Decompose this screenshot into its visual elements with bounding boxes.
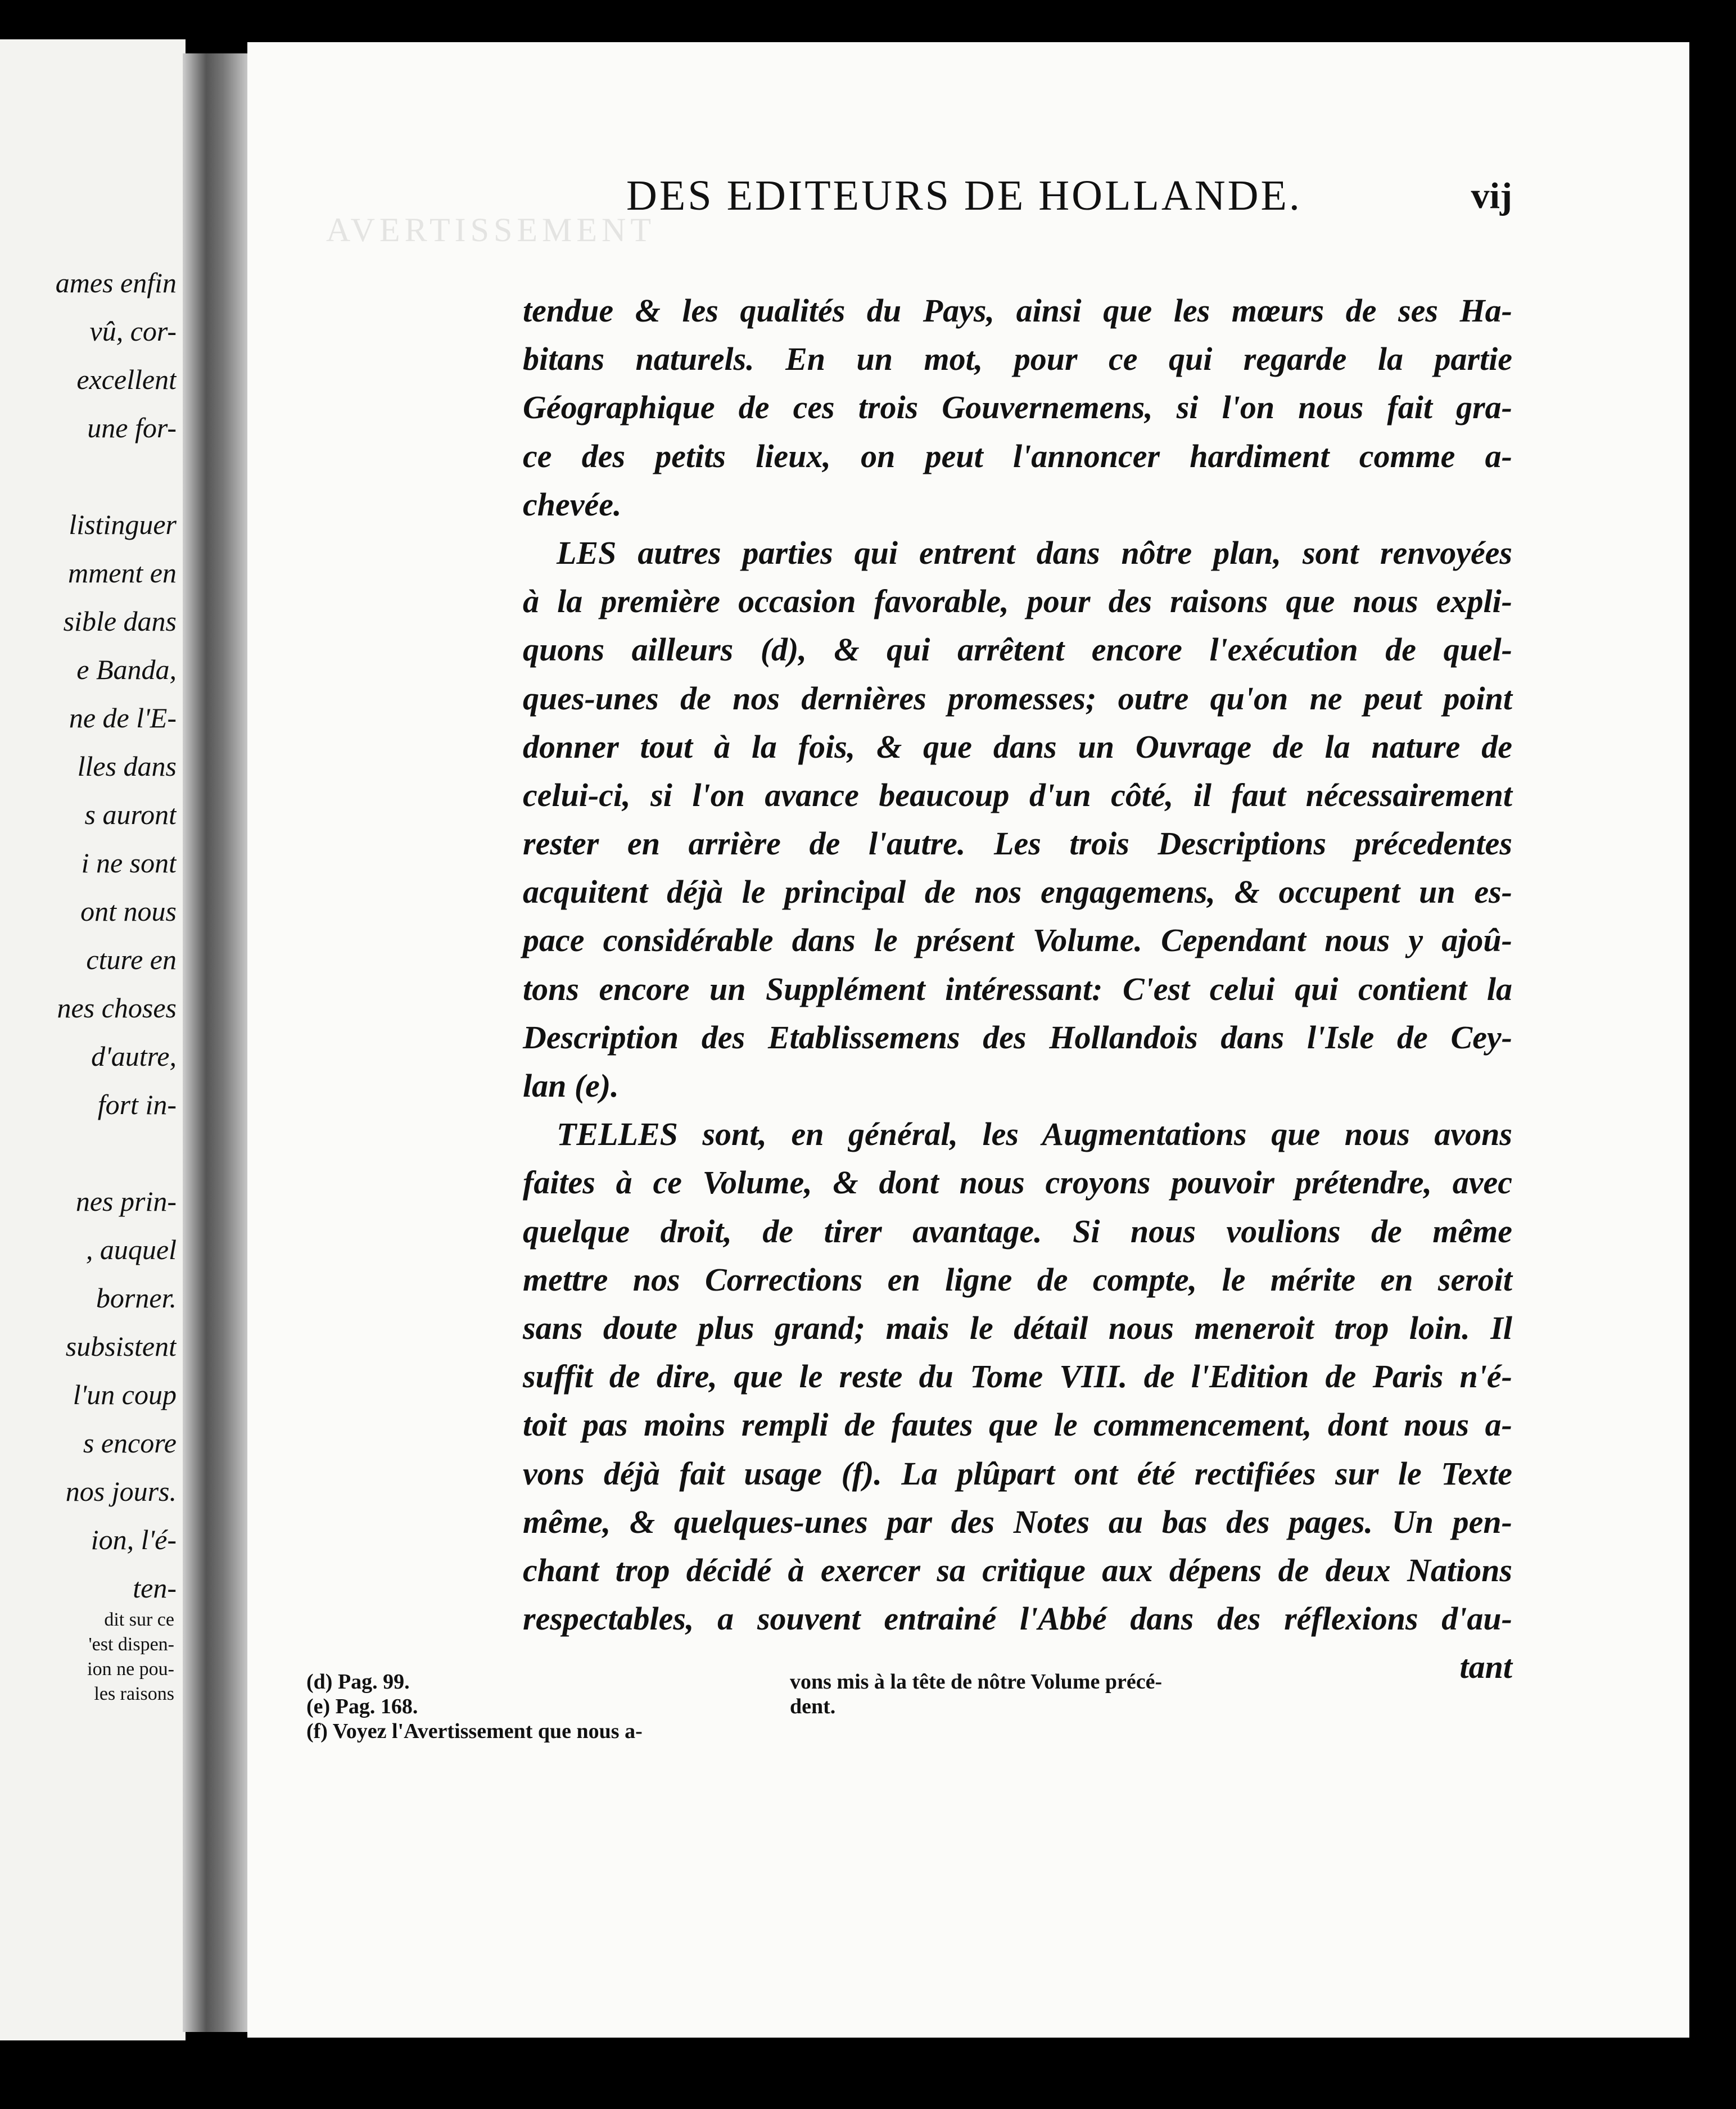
text-line: mettre nos Corrections en ligne de compte, le mérite en seroit (523, 1261, 1512, 1298)
text-line: Description des Etablissemens des Hollandois dans l'Isle de Cey- (523, 1019, 1512, 1056)
facing-line: borner. (96, 1282, 177, 1314)
text-line: LES autres parties qui entrent dans nôtre plan, sont renvoyées (557, 534, 1512, 571)
facing-line: ion, l'é- (91, 1524, 177, 1555)
facing-line: ten- (133, 1572, 177, 1604)
text-line: lan (e). (523, 1067, 619, 1104)
text-line: chevée. (523, 486, 622, 523)
facing-line: ames enfin (55, 267, 177, 298)
text-line: donner tout à la fois, & que dans un Ouvrage de la nature de (523, 728, 1512, 765)
text-line: pace considérable dans le présent Volume. Cependant nous y ajoû- (523, 922, 1512, 959)
facing-note: ion ne pou- (87, 1659, 174, 1680)
facing-line: , auquel (85, 1234, 177, 1265)
text-line: celui-ci, si l'on avance beaucoup d'un côté, il faut nécessairement (523, 776, 1512, 813)
facing-page-notes (87, 1608, 174, 1707)
catchword: tant (1459, 1649, 1512, 1686)
facing-line: fort in- (97, 1089, 177, 1120)
text-line: tendue & les qualités du Pays, ainsi que les mœurs de ses Ha- (523, 292, 1512, 329)
text-line: rester en arrière de l'autre. Les trois Descriptions précedentes (523, 825, 1512, 862)
facing-line: subsistent (65, 1330, 177, 1362)
text-line: ce des petits lieux, on peut l'annoncer hardiment comme a- (523, 437, 1512, 474)
facing-page (0, 39, 186, 2040)
text-line: faites à ce Volume, & dont nous croyons pouvoir prétendre, avec (523, 1164, 1512, 1201)
text-line: quelque droit, de tirer avantage. Si nous voulions de même (523, 1212, 1512, 1250)
text-line: TELLES sont, en général, les Augmentations que nous avons (557, 1116, 1512, 1153)
facing-line: lles dans (77, 750, 177, 782)
facing-line: l'un coup (73, 1379, 177, 1410)
facing-line: une for- (87, 412, 177, 443)
text-line: acquitent déjà le principal de nos engagemens, & occupent un es- (523, 874, 1512, 911)
text-line: bitans naturels. En un mot, pour ce qui regarde la partie (523, 341, 1512, 378)
facing-line: i ne sont (81, 847, 177, 879)
text-line: ques-unes de nos dernières promesses; outre qu'on ne peut point (523, 680, 1512, 717)
facing-line (0, 452, 177, 500)
facing-line: ne de l'E- (69, 702, 177, 734)
facing-line: nos jours. (65, 1476, 177, 1507)
text-line: Géographique de ces trois Gouvernemens, si l'on nous fait gra- (523, 389, 1512, 426)
text-line: vons déjà fait usage (f). La plûpart ont été rectifiées sur le Texte (523, 1455, 1512, 1492)
page-number: vij (1471, 175, 1512, 216)
text-line: chant trop décidé à exercer sa critique aux dépens de deux Nations (523, 1551, 1512, 1588)
facing-line: listinguer (69, 509, 177, 540)
footnote: dent. (790, 1695, 836, 1718)
facing-note: 'est dispen- (88, 1634, 174, 1655)
text-line: sans doute plus grand; mais le détail nous meneroit trop loin. Il (523, 1309, 1512, 1346)
facing-line: s auront (84, 799, 177, 830)
facing-page-text (0, 259, 177, 1612)
facing-line (0, 1129, 177, 1177)
footnote: (d) Pag. 99. (306, 1670, 410, 1694)
footnotes-left (306, 1669, 756, 1744)
footnote: (f) Voyez l'Avertissement que nous a- (306, 1719, 643, 1743)
text-line: toit pas moins rempli de fautes que le commencement, dont nous a- (523, 1406, 1512, 1443)
facing-line: mment en (68, 557, 177, 589)
text-line: même, & quelques-unes par des Notes au bas des pages. Un pen- (523, 1503, 1512, 1540)
text-line: suffit de dire, que le reste du Tome VIII. de l'Edition de Paris n'é- (523, 1358, 1512, 1395)
facing-note: dit sur ce (104, 1609, 174, 1630)
running-header (416, 171, 1512, 233)
facing-line: e Banda, (76, 654, 177, 685)
book-gutter (183, 53, 250, 2032)
facing-line: excellent (76, 364, 177, 395)
facing-note: les raisons (94, 1683, 174, 1704)
facing-line: nes choses (57, 992, 177, 1024)
facing-line: s encore (83, 1427, 177, 1459)
facing-line: cture en (86, 944, 177, 975)
footnote: vons mis à la tête de nôtre Volume précé- (790, 1670, 1163, 1694)
footnotes-right (790, 1669, 1268, 1719)
facing-line: ont nous (80, 895, 177, 927)
text-line: tons encore un Supplément intéressant: C'est celui qui contient la (523, 970, 1512, 1007)
text-line: quons ailleurs (d), & qui arrêtent encore l'exécution de quel- (523, 631, 1512, 668)
facing-line: nes prin- (75, 1185, 177, 1217)
body-text (523, 287, 1512, 1691)
facing-line: d'autre, (91, 1040, 177, 1072)
footnote: (e) Pag. 168. (306, 1695, 418, 1718)
bleed-through-text: AVERTISSEMENT (326, 211, 655, 248)
facing-line: sible dans (63, 605, 177, 637)
facing-line: vû, cor- (89, 315, 177, 347)
running-title: DES EDITEURS DE HOLLANDE. (626, 172, 1302, 219)
text-line: à la première occasion favorable, pour des raisons que nous expli- (523, 583, 1512, 620)
text-line: respectables, a souvent entrainé l'Abbé dans des réflexions d'au- (523, 1600, 1512, 1637)
